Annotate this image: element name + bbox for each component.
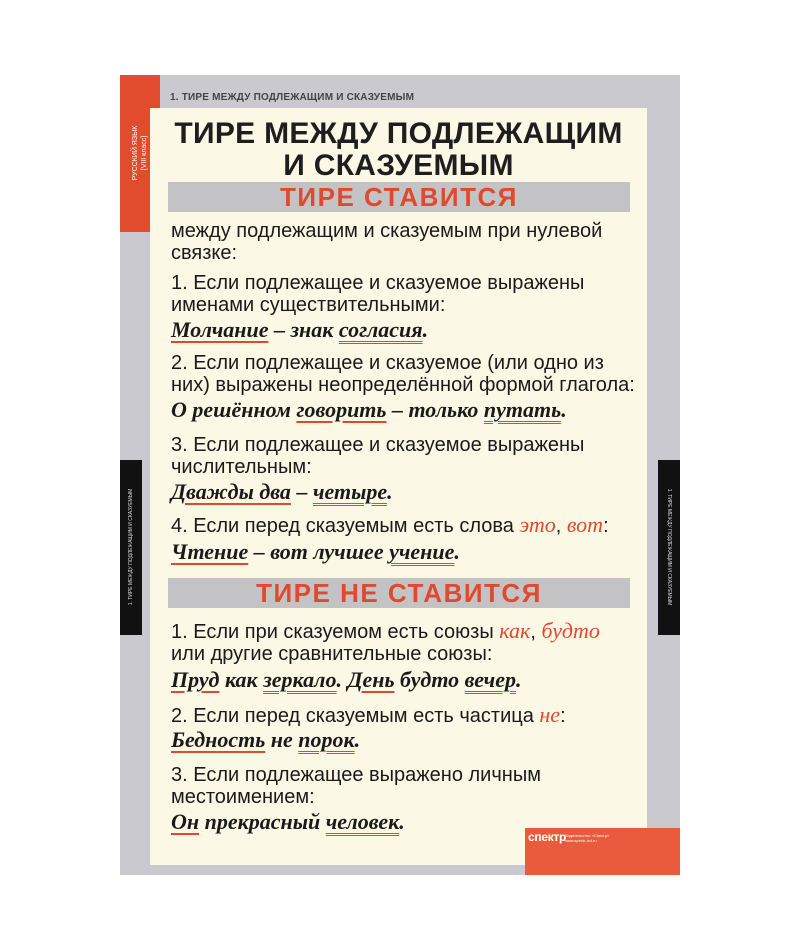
neg-rule3-example-subject: Он [171, 809, 200, 834]
neg-rule1-example-predicate2: вечер [464, 667, 516, 692]
neg-rule2-example-subject: Бедность [171, 727, 266, 752]
rule2-example-subject: говорить [296, 397, 387, 422]
page-title-line1: ТИРЕ МЕЖДУ ПОДЛЕЖАЩИМ [174, 117, 623, 150]
page-title-line2: И СКАЗУЕМЫМ [283, 149, 514, 182]
rule3-text-line1: 3. Если подлежащее и сказуемое выражены [171, 434, 585, 456]
rule4-example-predicate: учение [389, 539, 455, 564]
neg-rule3-example-predicate: человек [325, 809, 400, 834]
neg-rule2-example-predicate: порок [298, 727, 355, 752]
side-subject-label: РУССКИЙ ЯЗЫК [VIII класс] [132, 125, 148, 181]
section1-intro-line1: между подлежащим и сказуемым при нулевой [171, 220, 603, 242]
rule1-example-subject: Молчание [171, 317, 269, 342]
rule4-text: 4. Если перед сказуемым есть слова это, вот: [171, 512, 609, 537]
right-black-band [658, 460, 680, 635]
section1-intro-line2: связке: [171, 242, 238, 264]
neg-rule1-example-subject2: День [347, 667, 395, 692]
neg-rule1-example-subject1: Пруд [171, 667, 220, 692]
neg-rule1-text-line1: 1. Если при сказуемом есть союзы как, будто [171, 618, 600, 643]
rule3-text-line2: числительным: [171, 456, 312, 478]
rule4-example-subject: Чтение [171, 539, 249, 564]
rule3-example-predicate: четыре [312, 479, 388, 504]
rule2-text-line2: них) выражены неопределённой формой глагола: [171, 374, 635, 396]
neg-rule2-text: 2. Если перед сказуемым есть частица не: [171, 702, 566, 727]
section2-heading: ТИРЕ НЕ СТАВИТСЯ [168, 578, 630, 608]
header-label: 1. ТИРЕ МЕЖДУ ПОДЛЕЖАЩИМ И СКАЗУЕМЫМ [170, 92, 415, 103]
rule3-example: Дважды два – четыре. [171, 479, 393, 504]
publisher-fine-print: Издательство «Спектр» www.spektr-izd.ru [565, 833, 610, 843]
rule3-example-subject: Дважды два [171, 479, 291, 504]
rule4-word-eto: это [519, 512, 556, 537]
rule2-example: О решённом говорить – только путать. [171, 397, 567, 422]
rule1-text-line2: именами существительными: [171, 294, 446, 316]
neg-rule2-word-ne: не [539, 702, 561, 727]
neg-rule1-word-kak: как [499, 618, 531, 643]
neg-rule1-example: Пруд как зеркало. День будто вечер. [171, 667, 522, 692]
rule4-word-vot: вот [566, 512, 604, 537]
rule1-example: Молчание – знак согласия. [171, 317, 429, 342]
left-band-text: 1. ТИРЕ МЕЖДУ ПОДЛЕЖАЩИМ И СКАЗУЕМЫМ [128, 488, 134, 606]
rule2-example-predicate: путать [483, 397, 562, 422]
neg-rule3-text-line2: местоимением: [171, 786, 315, 808]
neg-rule1-word-budto: будто [541, 618, 600, 643]
left-black-band [120, 460, 142, 635]
neg-rule3-text-line1: 3. Если подлежащее выражено личным [171, 764, 541, 786]
rule1-text-line1: 1. Если подлежащее и сказуемое выражены [171, 272, 585, 294]
publisher-logo: спектр [528, 830, 567, 844]
neg-rule2-example: Бедность не порок. [171, 727, 361, 752]
neg-rule3-example: Он прекрасный человек. [171, 809, 405, 834]
right-band-text: 1. ТИРЕ МЕЖДУ ПОДЛЕЖАЩИМ И СКАЗУЕМЫМ [666, 488, 672, 606]
rule2-text-line1: 2. Если подлежащее и сказуемое (или одно из [171, 352, 604, 374]
section1-heading: ТИРЕ СТАВИТСЯ [168, 182, 630, 212]
rule4-example: Чтение – вот лучшее учение. [171, 539, 460, 564]
neg-rule1-example-predicate1: зеркало [263, 667, 337, 692]
rule1-example-predicate: согласия [338, 317, 423, 342]
neg-rule1-text-line2: или другие сравнительные союзы: [171, 643, 493, 665]
